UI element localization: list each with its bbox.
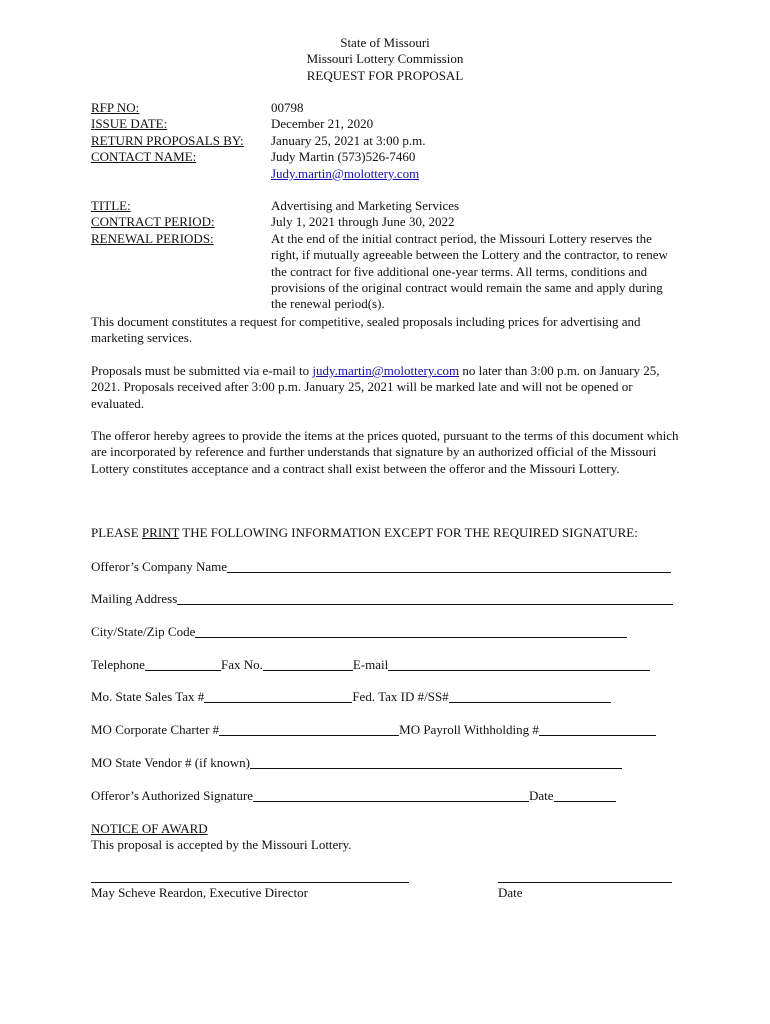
submission-email-link[interactable]: judy.martin@molottery.com [312, 363, 460, 378]
fed-tax-field[interactable] [449, 690, 611, 703]
title-row [91, 198, 691, 214]
phone-fax-email-row [91, 657, 650, 673]
rfp-no-label: RFP NO: [91, 100, 140, 115]
corporate-charter-field[interactable] [219, 723, 399, 736]
telephone-label: Telephone [91, 656, 145, 672]
contact-name-label: CONTACT NAME: [91, 149, 197, 165]
award-heading: NOTICE OF AWARD [91, 821, 208, 836]
company-name-row [91, 559, 671, 575]
state-title: State of Missouri [340, 35, 430, 50]
vendor-row [91, 755, 622, 771]
sales-tax-field[interactable] [204, 690, 352, 703]
signature-row [91, 788, 616, 804]
document-title: REQUEST FOR PROPOSAL [306, 67, 464, 83]
contract-period-label: CONTRACT PERIOD: [91, 214, 215, 230]
renewal-periods-row [91, 231, 691, 313]
mailing-address-field[interactable] [177, 592, 673, 605]
contact-name-row [91, 149, 691, 165]
contact-name-value: Judy Martin (573)526-7460 [271, 149, 416, 165]
signature-date-label: Date [528, 787, 554, 803]
payroll-withholding-field[interactable] [539, 723, 656, 736]
city-state-zip-label: City/State/Zip Code [91, 623, 196, 639]
signature-label: Offeror’s Authorized Signature [91, 787, 253, 803]
email-label: E-mail [352, 656, 389, 672]
tax-id-row [91, 689, 611, 705]
fed-tax-label: Fed. Tax ID #/SS# [352, 688, 449, 704]
mailing-address-row [91, 591, 673, 607]
return-proposals-value: January 25, 2021 at 3:00 p.m. [271, 132, 426, 148]
document-header [0, 35, 770, 84]
director-signature-line[interactable] [91, 882, 409, 883]
contract-period-value: July 1, 2021 through June 30, 2022 [271, 214, 455, 230]
intro-paragraph: This document constitutes a request for competitive, sealed proposals including prices for advertising and marketing services. [91, 314, 641, 346]
issue-date-value: December 21, 2020 [271, 116, 374, 132]
fax-field[interactable] [263, 658, 353, 671]
rfp-no-row [91, 100, 691, 116]
signature-field[interactable] [253, 789, 529, 802]
rfp-no-value: 00798 [271, 100, 304, 115]
corporate-charter-label: MO Corporate Charter # [91, 721, 220, 737]
renewal-periods-label: RENEWAL PERIODS: [91, 230, 214, 246]
renewal-periods-value: At the end of the initial contract period, the Missouri Lottery reserves the right, if mutually agreeable between the Lottery and the contractor, to renew the contract for five additional one-year terms. All terms, conditions and provisions of the original contract would remain the same and apply during the renewal period(s). [271, 230, 668, 312]
award-date-line[interactable] [498, 882, 672, 883]
return-proposals-row [91, 133, 691, 149]
city-state-zip-field[interactable] [195, 625, 627, 638]
rfp-fields [91, 100, 691, 313]
charter-payroll-row [91, 722, 656, 738]
sales-tax-label: Mo. State Sales Tax # [91, 688, 205, 704]
title-label: TITLE: [91, 198, 131, 214]
payroll-withholding-label: MO Payroll Withholding # [399, 721, 539, 737]
print-instruction: PLEASE PRINT THE FOLLOWING INFORMATION EXCEPT FOR THE REQUIRED SIGNATURE: [91, 525, 638, 540]
mailing-address-label: Mailing Address [91, 590, 178, 606]
city-state-zip-row [91, 624, 627, 640]
issue-date-row [91, 116, 691, 132]
company-name-field[interactable] [227, 560, 671, 573]
fax-label: Fax No. [220, 656, 263, 672]
telephone-field[interactable] [145, 658, 221, 671]
print-word: PRINT [141, 525, 180, 540]
contract-period-row [91, 214, 691, 230]
company-name-label: Offeror’s Company Name [91, 558, 227, 574]
vendor-field[interactable] [250, 756, 622, 769]
signature-date-field[interactable] [554, 789, 616, 802]
commission-title: Missouri Lottery Commission [306, 51, 464, 67]
title-value: Advertising and Marketing Services [271, 198, 460, 214]
vendor-label: MO State Vendor # (if known) [91, 754, 250, 770]
contact-email-link[interactable]: Judy.martin@molottery.com [271, 165, 420, 181]
director-name: May Scheve Reardon, Executive Director [91, 885, 308, 900]
award-text: This proposal is accepted by the Missouri Lottery. [91, 837, 352, 852]
issue-date-label: ISSUE DATE: [91, 116, 168, 132]
award-date-label: Date [498, 885, 523, 900]
email-field[interactable] [388, 658, 650, 671]
contact-email-row [91, 166, 691, 182]
return-proposals-label: RETURN PROPOSALS BY: [91, 132, 244, 148]
submission-paragraph: Proposals must be submitted via e-mail to judy.martin@molottery.com no later than 3:00 p.m. on January 25, 2021. Proposals received after 3:00 p.m. January 25, 2021 will be marked late and will not be opened or evaluated. [91, 363, 660, 411]
agreement-paragraph: The offeror hereby agrees to provide the items at the prices quoted, pursuant to the terms of this document which are incorporated by reference and further understands that signature by an authorized official of the Missouri Lottery constitutes acceptance and a contract shall exist between the offeror and the Missouri Lottery. [91, 428, 679, 476]
